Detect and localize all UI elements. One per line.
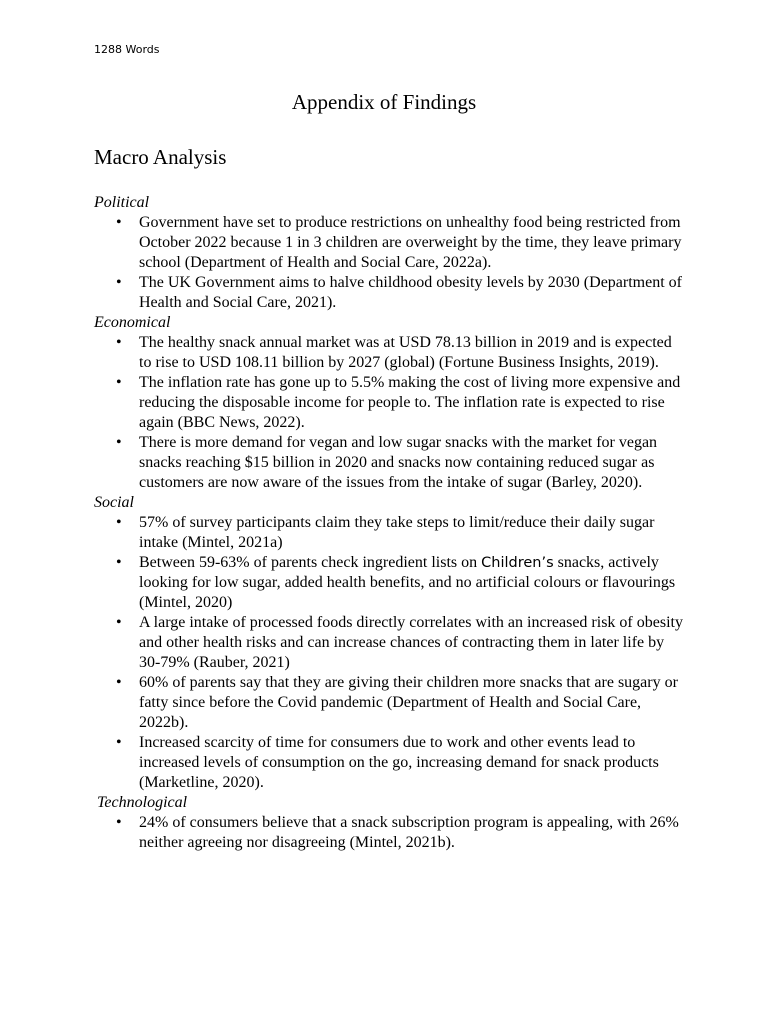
list-item: • Government have set to produce restrictions on unhealthy food being restricted from October 2022 because 1 in 3 children are overweight by the time, they leave primary school (Department of Health and Social Care, 2022a). bbox=[116, 214, 682, 271]
list-item: • There is more demand for vegan and low sugar snacks with the market for vegan snacks reaching $15 billion in 2020 and snacks now containing reduced sugar as customers are now aware of the issues from the intake of sugar (Barley, 2020). bbox=[116, 434, 658, 491]
list-item: • Between 59-63% of parents check ingredient lists on Children’s snacks, actively looking for low sugar, added health benefits, and no artificial colours or flavourings (Mintel, 2020) bbox=[116, 554, 676, 611]
bullet-icon: • bbox=[116, 734, 122, 751]
bullet-icon: • bbox=[116, 614, 122, 631]
list-item: • 57% of survey participants claim they take steps to limit/reduce their daily sugar intake (Mintel, 2021a) bbox=[116, 514, 655, 551]
bullet-icon: • bbox=[116, 374, 122, 391]
technological-list bbox=[94, 813, 684, 853]
bullet-icon: • bbox=[116, 334, 122, 351]
highlight-text: Children’s bbox=[481, 555, 554, 571]
bullet-icon: • bbox=[116, 514, 122, 531]
list-item: • 60% of parents say that they are giving their children more snacks that are sugary or fatty since before the Covid pandemic (Department of Health and Social Care, 2022b). bbox=[116, 674, 678, 731]
word-count: 1288 Words bbox=[94, 43, 160, 56]
list-item: • The UK Government aims to halve childhood obesity levels by 2030 (Department of Health and Social Care, 2021). bbox=[116, 274, 682, 311]
political-label: Political bbox=[94, 194, 150, 211]
bullet-icon: • bbox=[116, 274, 122, 291]
economical-label: Economical bbox=[94, 314, 171, 331]
content-body bbox=[94, 193, 684, 853]
list-item: • The healthy snack annual market was at USD 78.13 billion in 2019 and is expected to rise to USD 108.11 billion by 2027 (global) (Fortune Business Insights, 2019). bbox=[116, 334, 672, 371]
social-label: Social bbox=[94, 494, 134, 511]
list-item: • 24% of consumers believe that a snack subscription program is appealing, with 26% neither agreeing nor disagreeing (Mintel, 2021b). bbox=[116, 814, 679, 851]
bullet-icon: • bbox=[116, 214, 122, 231]
social-list bbox=[94, 513, 684, 793]
bullet-icon: • bbox=[116, 554, 122, 571]
political-list bbox=[94, 213, 684, 313]
bullet-icon: • bbox=[116, 434, 122, 451]
list-item: • The inflation rate has gone up to 5.5% making the cost of living more expensive and reducing the disposable income for people to. The inflation rate is expected to rise again (BBC News, 2022). bbox=[116, 374, 681, 431]
economical-list bbox=[94, 333, 684, 493]
page-title: Appendix of Findings bbox=[291, 90, 477, 114]
list-item: • A large intake of processed foods directly correlates with an increased risk of obesity and other health risks and can increase chances of contracting them in later life by 30-79% (Rauber, 2021) bbox=[116, 614, 683, 671]
section-heading: Macro Analysis bbox=[94, 145, 227, 169]
list-item: • Increased scarcity of time for consumers due to work and other events lead to increased levels of consumption on the go, increasing demand for snack products (Marketline, 2020). bbox=[116, 734, 659, 791]
bullet-icon: • bbox=[116, 814, 122, 831]
bullet-icon: • bbox=[116, 674, 122, 691]
technological-label: Technological bbox=[97, 794, 188, 811]
